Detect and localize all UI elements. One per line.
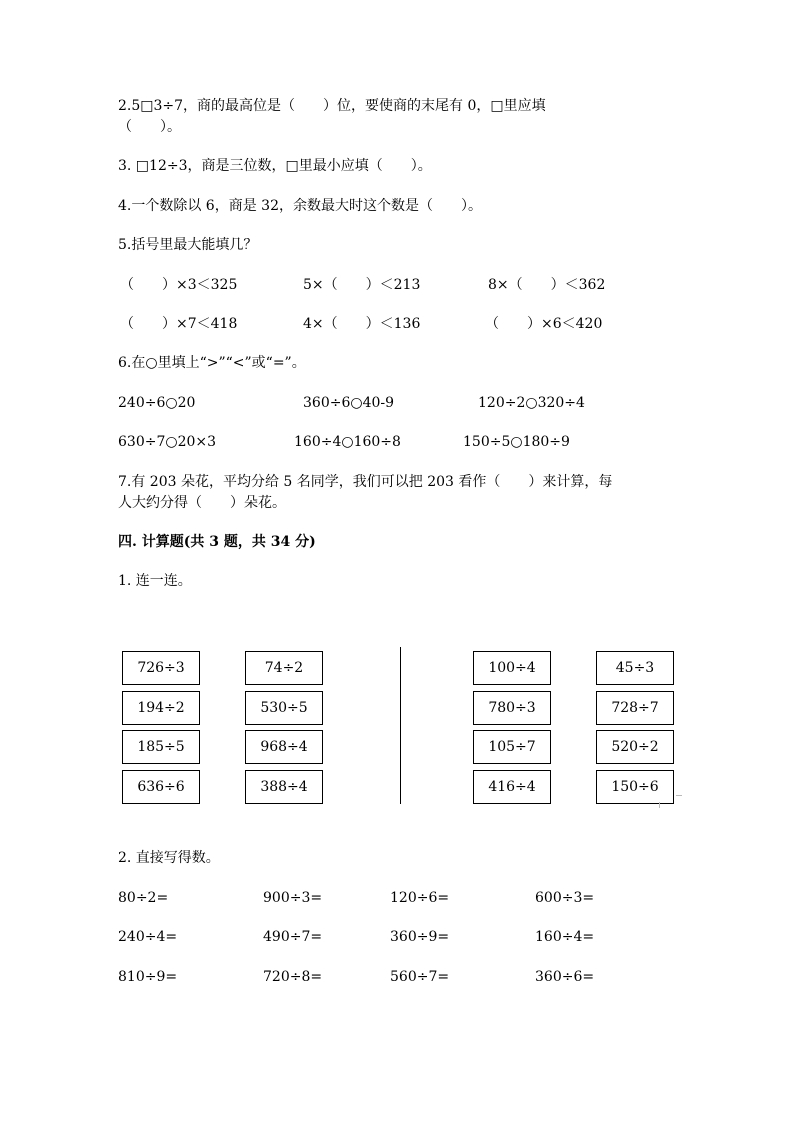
match-box: 968÷4 (245, 730, 323, 764)
crop-mark (659, 802, 660, 808)
match-box: 45÷3 (596, 651, 674, 685)
q5-item: 5×（ ）＜213 (303, 277, 421, 293)
match-box: 416÷4 (473, 770, 551, 804)
calc-item: 360÷9= (390, 929, 450, 945)
match-box: 150÷6 (596, 770, 674, 804)
s4-question-1-title: 1. 连一连。 (118, 573, 192, 589)
match-box: 520÷2 (596, 730, 674, 764)
q6-item: 120÷2○320÷4 (478, 395, 585, 411)
match-box: 530÷5 (245, 691, 323, 725)
calc-item: 240÷4= (118, 929, 178, 945)
question-6-title: 6.在○里填上“>”“<”或“=”。 (118, 355, 306, 371)
match-box: 194÷2 (122, 691, 200, 725)
section-4-heading: 四. 计算题(共 3 题，共 34 分) (118, 534, 316, 550)
match-box: 726÷3 (122, 651, 200, 685)
question-3: 3. □12÷3，商是三位数，□里最小应填（ ）。 (118, 158, 432, 174)
match-box: 780÷3 (473, 691, 551, 725)
q6-item: 630÷7○20×3 (118, 434, 217, 450)
calc-item: 490÷7= (263, 929, 323, 945)
q5-item: （ ）×6＜420 (485, 316, 603, 332)
match-box: 728÷7 (596, 691, 674, 725)
calc-item: 720÷8= (263, 969, 323, 985)
calc-item: 560÷7= (390, 969, 450, 985)
question-7-line-1: 7.有 203 朵花，平均分给 5 名同学，我们可以把 203 看作（ ）来计算，每 (118, 474, 613, 490)
q5-item: 8×（ ）＜362 (488, 277, 606, 293)
s4-question-2-title: 2. 直接写得数。 (118, 850, 220, 866)
match-box: 105÷7 (473, 730, 551, 764)
match-box: 100÷4 (473, 651, 551, 685)
calc-item: 900÷3= (263, 890, 323, 906)
calc-item: 810÷9= (118, 969, 178, 985)
q6-item: 240÷6○20 (118, 395, 196, 411)
match-box: 388÷4 (245, 770, 323, 804)
question-2-line-1: 2.5□3÷7，商的最高位是（ ）位，要使商的末尾有 0，□里应填 (118, 98, 546, 114)
question-7-line-2: 人大约分得（ ）朵花。 (118, 495, 286, 511)
q6-item: 360÷6○40-9 (303, 395, 395, 411)
q6-item: 150÷5○180÷9 (463, 434, 570, 450)
question-4: 4.一个数除以 6，商是 32，余数最大时这个数是（ ）。 (118, 198, 482, 214)
calc-item: 600÷3= (535, 890, 595, 906)
calc-item: 120÷6= (390, 890, 450, 906)
match-box: 74÷2 (245, 651, 323, 685)
calc-item: 360÷6= (535, 969, 595, 985)
q5-item: （ ）×3＜325 (120, 277, 238, 293)
calc-item: 80÷2= (118, 890, 169, 906)
question-2-line-2: （ ）。 (118, 119, 181, 135)
crop-mark (676, 795, 682, 796)
divider-line (400, 647, 401, 804)
q5-item: 4×（ ）＜136 (303, 316, 421, 332)
q5-item: （ ）×7＜418 (120, 316, 238, 332)
q6-item: 160÷4○160÷8 (294, 434, 401, 450)
question-5-title: 5.括号里最大能填几？ (118, 237, 258, 253)
match-box: 185÷5 (122, 730, 200, 764)
calc-item: 160÷4= (535, 929, 595, 945)
match-box: 636÷6 (122, 770, 200, 804)
